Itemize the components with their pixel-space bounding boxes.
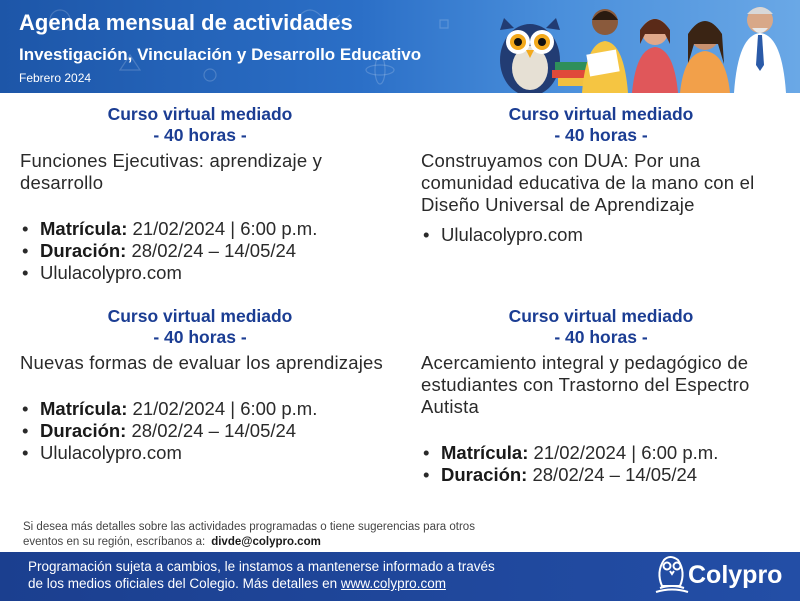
footer-line	[28, 575, 628, 592]
page-date: Febrero 2024	[19, 71, 92, 85]
website-link[interactable]: www.colypro.com	[340, 576, 446, 591]
owl-logo-icon	[656, 557, 688, 592]
student-figure	[582, 9, 628, 93]
duration-value: 28/02/24 – 14/05/24	[126, 240, 297, 261]
platform-value: Ululacolypro.com	[40, 442, 182, 463]
owl-mascot-icon	[500, 18, 560, 93]
platform-value: Ululacolypro.com	[441, 224, 583, 245]
course-type: Curso virtual mediado	[508, 104, 694, 124]
course-details-list	[421, 224, 791, 246]
header-banner	[0, 0, 800, 93]
course-type: Curso virtual mediado	[508, 306, 694, 326]
duration-label: Duración:	[40, 420, 127, 441]
contact-email-link[interactable]: divde@colypro.com	[211, 536, 321, 548]
contact-note-line	[23, 535, 583, 550]
platform-item	[421, 224, 791, 246]
platform-item	[20, 442, 390, 464]
parent-figure	[680, 21, 730, 93]
platform-value: Ululacolypro.com	[40, 262, 182, 283]
course-title: Acercamiento integral y pedagógico de estudiantes con Trastorno del Espectro Autista	[421, 352, 750, 417]
course-details-list	[20, 398, 390, 464]
course-card	[421, 306, 791, 486]
duration-item	[421, 464, 791, 486]
enrollment-item	[421, 442, 791, 464]
owl-and-people-illustration	[470, 0, 800, 93]
enrollment-value: 21/02/2024 | 6:00 p.m.	[528, 442, 719, 463]
contact-note-line: Si desea más detalles sobre las actividades programadas o tiene sugerencias para otros	[23, 521, 475, 533]
course-title: Funciones Ejecutivas: aprendizaje y desarrollo	[20, 150, 323, 193]
enrollment-item	[20, 398, 390, 420]
duration-label: Duración:	[441, 464, 528, 485]
course-hours: - 40 horas -	[153, 125, 247, 145]
footer-line: Programación sujeta a cambios, le instamos a mantenerse informado a través	[28, 559, 495, 574]
course-card	[421, 104, 791, 246]
elder-figure	[734, 7, 786, 93]
platform-item	[20, 262, 390, 284]
course-card	[20, 104, 390, 284]
enrollment-value: 21/02/2024 | 6:00 p.m.	[127, 218, 318, 239]
duration-value: 28/02/24 – 14/05/24	[126, 420, 297, 441]
enrollment-value: 21/02/2024 | 6:00 p.m.	[127, 398, 318, 419]
duration-label: Duración:	[40, 240, 127, 261]
duration-value: 28/02/24 – 14/05/24	[527, 464, 698, 485]
course-title: Nuevas formas de evaluar los aprendizajes	[20, 352, 383, 373]
course-card	[20, 306, 390, 464]
page-subtitle: Investigación, Vinculación y Desarrollo Educativo	[19, 45, 422, 64]
course-details-list	[20, 218, 390, 284]
page-title: Agenda mensual de actividades	[19, 10, 353, 35]
teacher-figure	[632, 19, 678, 93]
brand-name: Colypro	[688, 561, 783, 589]
course-title: Construyamos con DUA: Por una comunidad educativa de la mano con el Diseño Universal de Aprendizaje	[421, 150, 755, 215]
enrollment-item	[20, 218, 390, 240]
course-type: Curso virtual mediado	[107, 104, 293, 124]
duration-item	[20, 240, 390, 262]
course-type: Curso virtual mediado	[107, 306, 293, 326]
enrollment-label: Matrícula:	[40, 218, 128, 239]
enrollment-label: Matrícula:	[441, 442, 529, 463]
contact-note	[23, 520, 583, 550]
course-hours: - 40 horas -	[153, 327, 247, 347]
footer-text: de los medios oficiales del Colegio. Más detalles en	[28, 576, 341, 591]
course-details-list	[421, 442, 791, 486]
footer-disclaimer	[28, 558, 628, 592]
enrollment-label: Matrícula:	[40, 398, 128, 419]
course-hours: - 40 horas -	[554, 125, 648, 145]
contact-note-text: eventos en su región, escríbanos a:	[23, 536, 206, 548]
course-hours: - 40 horas -	[554, 327, 648, 347]
duration-item	[20, 420, 390, 442]
